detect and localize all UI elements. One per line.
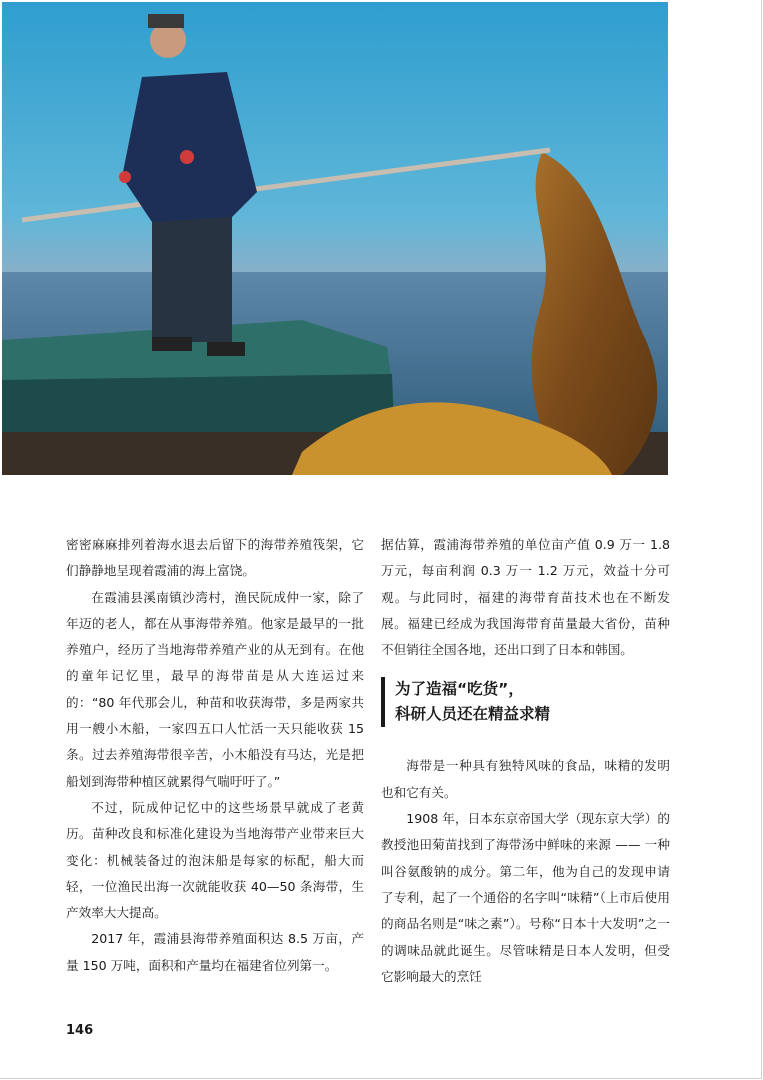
paragraph: 海带是一种具有独特风味的食品，味精的发明也和它有关。 [381, 758, 670, 800]
fisherman-kelp-photo [2, 2, 668, 475]
paragraph: 在霞浦县溪南镇沙湾村，渔民阮成仲一家，除了年迈的老人，都在从事海带养殖。他家是最早的一批养殖户，经历了当地海带养殖产业的从无到有。在他的童年记忆里，最早的海带苗是从大连运过来的：“80 年代那会儿，种苗和收获海带，多是两家共用一艘小木船，一家四五口人忙活一天只能收获 15 条。过去养殖海带很辛苦，小木船没有马达，光是把船划到海带种植区就累得气喘吁吁了。” [66, 589, 364, 789]
paragraph: 不过，阮成仲记忆中的这些场景早就成了老黄历。苗种改良和标准化建设为当地海带产业带来巨大变化：机械装备过的泡沫船是每家的标配，船大而轻，一位渔民出海一次就能收获 40—50 条海带，生产效率大大提高。 [66, 799, 364, 921]
paragraph: 据估算，霞浦海带养殖的单位亩产值 0.9 万一 1.8 万元，每亩利润 0.3 万一 1.2 万元，效益十分可观。与此同时，福建的海带育苗技术也在不断发展。福建已经成为我国海带育苗量最大省份，苗种不但销往全国各地，还出口到了日本和韩国。 [381, 537, 670, 658]
left-column [66, 532, 364, 979]
section-heading [381, 677, 670, 727]
section-heading-line: 科研人员还在精益求精 [395, 705, 551, 724]
page-number: 146 [66, 1023, 94, 1038]
paragraph: 1908 年，日本东京帝国大学（现东京大学）的教授池田菊苗找到了海带汤中鲜味的来源 —— 一种叫谷氨酸钠的成分。第二年，他为自己的发现申请了专利，起了一个通俗的名字叫“味精”（上市后使用的商品名则是“味之素”）。号称“日本十大发明”之一的调味品就此诞生。尽管味精是日本人发明，但受它影响最大的烹饪 [381, 811, 670, 984]
section-heading-line: 为了造福“吃货”， [395, 680, 524, 699]
paragraph: 2017 年，霞浦县海带养殖面积达 8.5 万亩，产量 150 万吨，面积和产量均在福建省位列第一。 [66, 931, 364, 973]
right-column [381, 532, 670, 990]
paragraph: 密密麻麻排列着海水退去后留下的海带养殖筏架，它们静静地呈现着霞浦的海上富饶。 [66, 537, 364, 579]
